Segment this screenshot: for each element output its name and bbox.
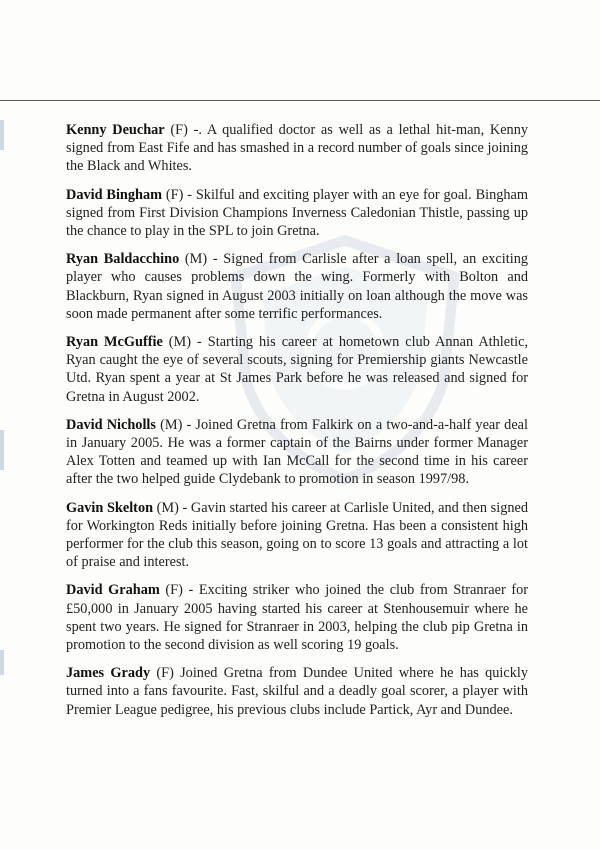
player-name: Gavin Skelton	[66, 499, 154, 516]
player-description: (M) - Signed from Carlisle after a loan spell, an exciting player who causes problems down the wing. Formerly with Bolton and Blackburn, Ryan signed in August 2003 initially on loan although the move was soon made permanent after some terrific performances.	[66, 251, 528, 322]
page-edge-mark	[0, 430, 4, 470]
player-profile-kenny-deuchar	[66, 121, 528, 176]
player-name: James Grady	[66, 665, 151, 682]
player-name: Kenny Deuchar	[66, 122, 165, 138]
player-profile-david-graham	[66, 581, 528, 654]
player-description: (M) - Joined Gretna from Falkirk on a two-and-a-half year deal in January 2005. He was a former captain of the Bairns under former Manager Alex Totten and teamed up with Ian McCall for the second time in his career after the two helped guide Clydebank to promotion in season 1997/98.	[66, 416, 528, 488]
player-profile-david-nicholls	[66, 416, 528, 489]
player-profile-james-grady	[66, 664, 528, 719]
player-profile-ryan-baldacchino	[66, 250, 528, 323]
player-profile-david-bingham	[66, 186, 528, 241]
player-profile-ryan-mcguffie	[66, 333, 528, 406]
header-rule	[0, 100, 600, 101]
player-profiles	[66, 121, 528, 729]
player-profile-gavin-skelton	[66, 499, 528, 572]
player-description: (F) - Exciting striker who joined the club from Stranraer for £50,000 in January 2005 having started his career at Stenhousemuir where he spent two years. He signed for Stranraer in 2003, helping the club pip Gretna in promotion to the second division as well scoring 19 goals.	[66, 582, 528, 654]
player-name: Ryan McGuffie	[66, 334, 163, 351]
player-name: David Graham	[66, 582, 160, 599]
player-description: (M) - Gavin started his career at Carlisle United, and then signed for Workington Reds initially before joining Gretna. Has been a consistent high performer for the club this season, going on to score 13 goals and attracting a lot of praise and interest.	[66, 499, 528, 571]
page-edge-mark	[0, 120, 4, 150]
player-name: David Bingham	[66, 186, 163, 203]
page-edge-mark	[0, 650, 4, 675]
player-description: (F) - Skilful and exciting player with an eye for goal. Bingham signed from First Division Champions Inverness Caledonian Thistle, passing up the chance to play in the SPL to join Gretna.	[66, 186, 528, 240]
player-description: (F) -. A qualified doctor as well as a lethal hit-man, Kenny signed from East Fife and has smashed in a record number of goals since joining the Black and Whites.	[66, 122, 528, 175]
player-description: (F) Joined Gretna from Dundee United where he has quickly turned into a fans favourite. Fast, skilful and a deadly goal scorer, a player with Premier League pedigree, his previous clubs include Partick, Ayr and Dundee.	[66, 665, 529, 718]
player-name: Ryan Baldacchino	[66, 251, 180, 268]
player-description: (M) - Starting his career at hometown club Annan Athletic, Ryan caught the eye of several scouts, signing for Premiership giants Newcastle Utd. Ryan spent a year at St James Park before he was released and signed for Gretna in August 2002.	[66, 334, 528, 405]
player-name: David Nicholls	[66, 416, 156, 433]
